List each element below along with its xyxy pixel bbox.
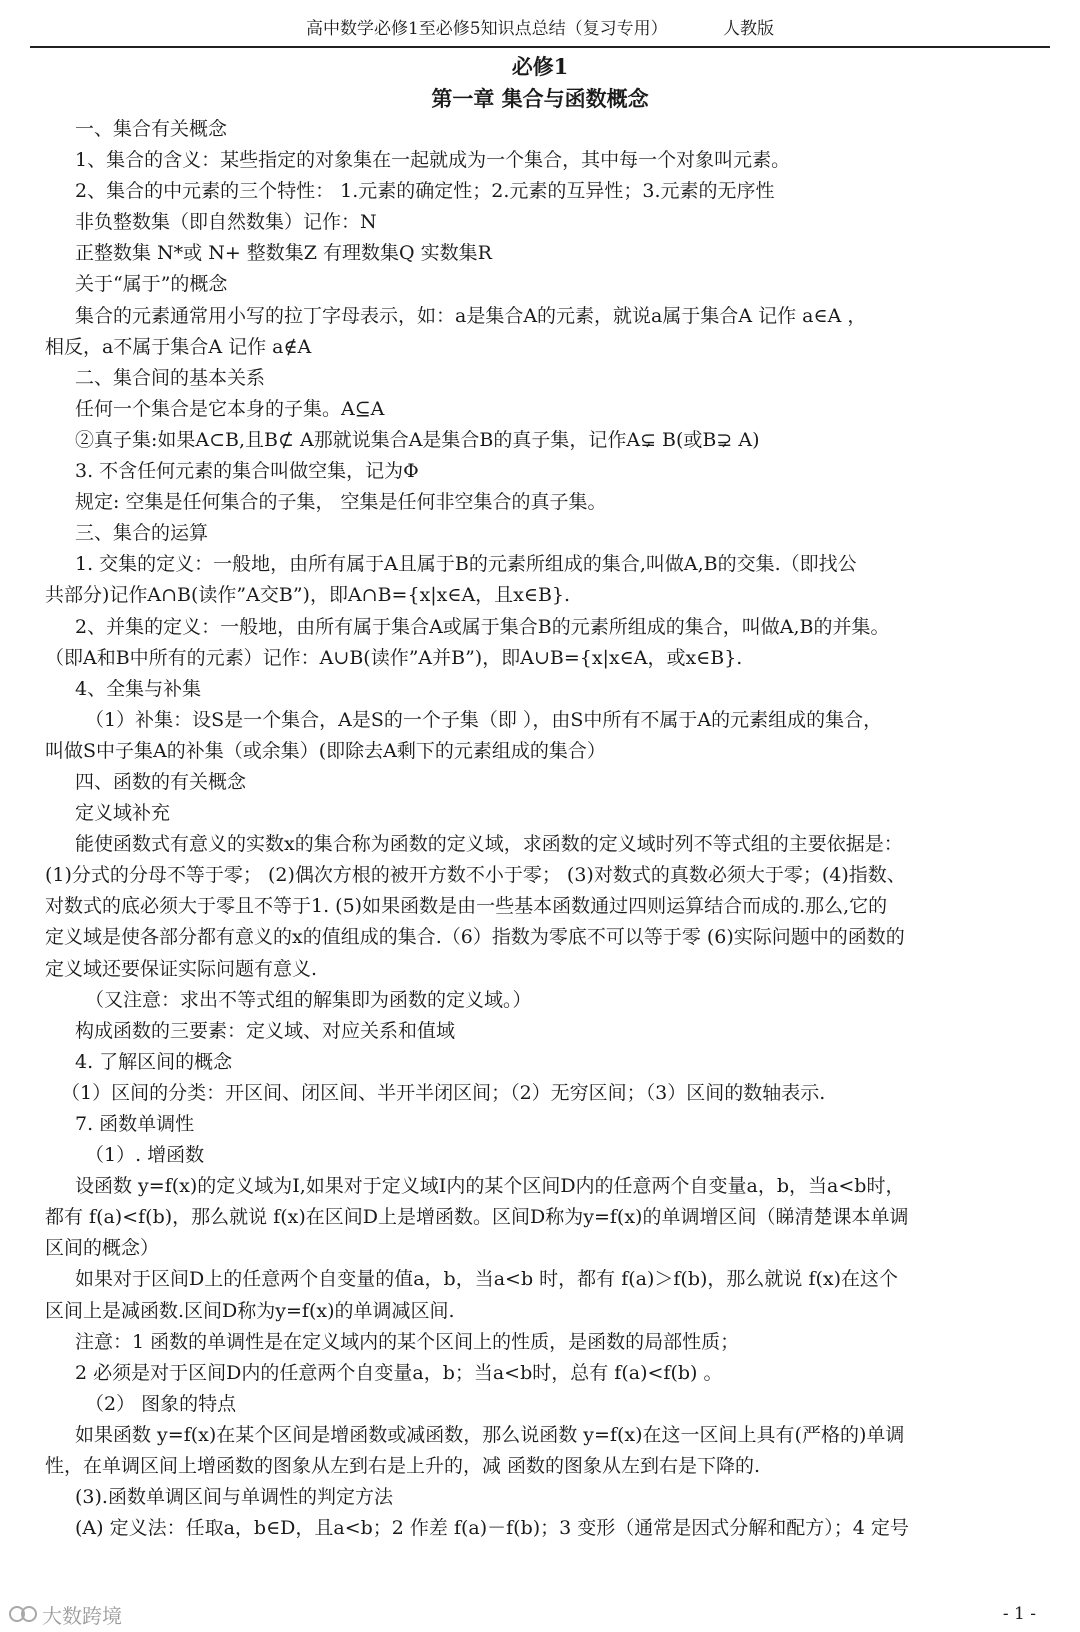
text-line: 1. 交集的定义：一般地，由所有属于A且属于B的元素所组成的集合,叫做A,B的交集.（即找公 xyxy=(75,553,857,576)
text-line: 关于“属于”的概念 xyxy=(75,273,228,296)
text-line: 4. 了解区间的概念 xyxy=(75,1050,233,1073)
text-line: （即A和B中所有的元素）记作：A∪B(读作”A并B”)，即A∪B={x|x∈A，或x∈B}. xyxy=(45,646,743,669)
text-line: 性，在单调区间上增函数的图象从左到右是上升的，减 函数的图象从左到右是下降的. xyxy=(45,1455,761,1478)
text-line: 如果对于区间D上的任意两个自变量的值a，b，当a<b 时，都有 f(a)＞f(b)，那么就说 f(x)在这个 xyxy=(75,1268,899,1291)
text-line: 一、集合有关概念 xyxy=(75,118,228,140)
text-line: 定义域补充 xyxy=(75,802,171,825)
header-edition: 人教版 xyxy=(723,19,775,39)
text-line: 如果函数 y=f(x)在某个区间是增函数或减函数，那么说函数 y=f(x)在这一区间上具有(严格的)单调 xyxy=(75,1423,905,1446)
text-line: （1）补集：设S是一个集合，A是S的一个子集（即 ），由S中所有不属于A的元素组成的集合， xyxy=(85,708,883,731)
text-line: 三、集合的运算 xyxy=(75,522,209,545)
document-body xyxy=(45,114,1055,1544)
page-number: - 1 - xyxy=(1002,1604,1036,1624)
text-line: 相反，a不属于集合A 记作 a∉A xyxy=(45,335,312,358)
text-line: （又注意：求出不等式组的解集即为函数的定义域。） xyxy=(85,988,532,1011)
text-line: 集合的元素通常用小写的拉丁字母表示，如：a是集合A的元素，就说a属于集合A 记作 a∈A ， xyxy=(75,304,867,327)
text-line: 非负整数集（即自然数集）记作：N xyxy=(75,211,377,234)
header-title: 高中数学必修1至必修5知识点总结（复习专用） xyxy=(305,19,668,39)
text-line: 四、函数的有关概念 xyxy=(75,770,247,793)
text-line: 构成函数的三要素：定义域、对应关系和值域 xyxy=(75,1019,456,1042)
text-line: （2） 图象的特点 xyxy=(85,1392,237,1415)
text-line: 叫做S中子集A的补集（或余集）(即除去A剩下的元素组成的集合） xyxy=(45,739,606,762)
running-header xyxy=(30,14,1050,48)
watermark-text: 大数跨境 xyxy=(42,1603,122,1628)
watermark xyxy=(8,1600,122,1628)
text-line: 任何一个集合是它本身的子集。A⊆A xyxy=(75,397,385,420)
text-line: 4、全集与补集 xyxy=(75,677,202,700)
text-line: （1）. 增函数 xyxy=(85,1144,205,1167)
text-line: （1）区间的分类：开区间、闭区间、半开半闭区间；（2）无穷区间；（3）区间的数轴表示. xyxy=(61,1081,826,1104)
text-line: 共部分)记作A∩B(读作”A交B”)，即A∩B={x|x∈A，且x∈B}. xyxy=(45,584,571,607)
text-line: 都有 f(a)<f(b)，那么就说 f(x)在区间D上是增函数。区间D称为y=f(x)的单调增区间（睇清楚课本单调 xyxy=(45,1206,909,1229)
text-line: 区间的概念） xyxy=(45,1237,160,1260)
watermark-logo-icon xyxy=(8,1602,38,1626)
book-title: 必修1 xyxy=(511,54,569,79)
text-line: 对数式的底必须大于零且不等于1. (5)如果函数是由一些基本函数通过四则运算结合而成的.那么,它的 xyxy=(45,895,888,918)
text-line: 定义域是使各部分都有意义的x的值组成的集合.（6）指数为零底不可以等于零 (6)实际问题中的函数的 xyxy=(45,926,905,949)
text-line: 正整数集 N*或 N+ 整数集Z 有理数集Q 实数集R xyxy=(75,242,492,265)
text-line: (A) 定义法：任取a，b∈D，且a<b；2 作差 f(a)－f(b)；3 变形（通常是因式分解和配方）；4 定号 xyxy=(75,1517,909,1540)
text-line: 规定: 空集是任何集合的子集， 空集是任何非空集合的真子集。 xyxy=(75,491,607,514)
text-line: 区间上是减函数.区间D称为y=f(x)的单调减区间. xyxy=(45,1299,455,1322)
text-line: 设函数 y=f(x)的定义域为I,如果对于定义域I内的某个区间D内的任意两个自变量a，b，当a<b时， xyxy=(75,1175,905,1198)
text-line: 能使函数式有意义的实数x的集合称为函数的定义域，求函数的定义域时列不等式组的主要依据是： xyxy=(75,833,903,856)
text-line: 2、并集的定义：一般地，由所有属于集合A或属于集合B的元素所组成的集合，叫做A,B的并集。 xyxy=(75,615,890,638)
text-line: (1)分式的分母不等于零； (2)偶次方根的被开方数不小于零； (3)对数式的真数必须大于零；(4)指数、 xyxy=(45,864,906,887)
text-line: 1、集合的含义：某些指定的对象集在一起就成为一个集合，其中每一个对象叫元素。 xyxy=(75,149,791,172)
text-line: ②真子集:如果A⊂B,且B⊄ A那就说集合A是集合B的真子集，记作A⊊ B(或B⊋ A) xyxy=(75,428,760,451)
text-line: 2、集合的中元素的三个特性： 1.元素的确定性；2.元素的互异性；3.元素的无序性 xyxy=(75,180,775,203)
text-line: 3. 不含任何元素的集合叫做空集，记为Φ xyxy=(75,460,419,483)
text-line: (3).函数单调区间与单调性的判定方法 xyxy=(75,1486,393,1509)
text-line: 二、集合间的基本关系 xyxy=(75,366,266,389)
text-line: 定义域还要保证实际问题有意义. xyxy=(45,957,318,980)
text-line: 注意：1 函数的单调性是在定义域内的某个区间上的性质，是函数的局部性质； xyxy=(75,1330,740,1353)
text-line: 7. 函数单调性 xyxy=(75,1113,195,1135)
chapter-title: 第一章 集合与函数概念 xyxy=(431,86,649,111)
text-line: 2 必须是对于区间D内的任意两个自变量a，b；当a<b时，总有 f(a)<f(b) 。 xyxy=(75,1361,723,1384)
